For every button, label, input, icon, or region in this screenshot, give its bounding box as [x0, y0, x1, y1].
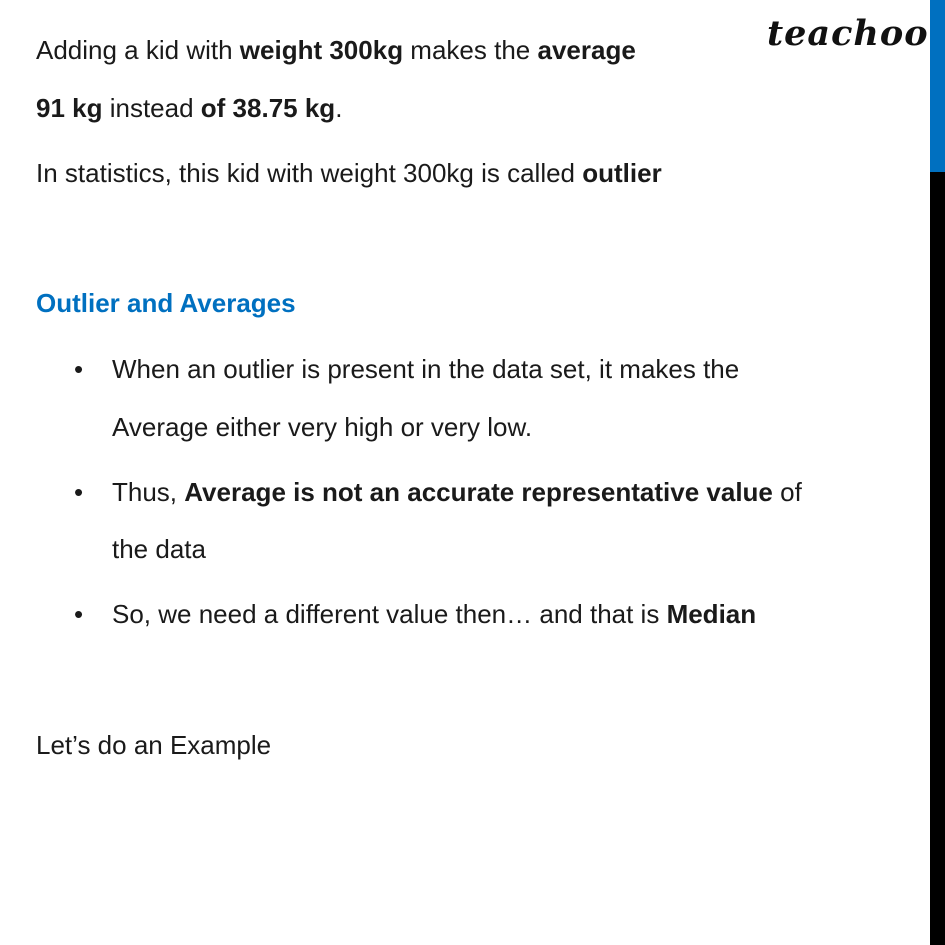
bullet-bold-text: Median	[666, 599, 757, 629]
intro-line-2	[36, 92, 342, 124]
example-prompt: Let’s do an Example	[36, 730, 272, 760]
intro-text: Adding a kid with	[36, 35, 240, 65]
bullet-text-line: the data	[112, 534, 206, 564]
intro-line-3	[36, 157, 662, 189]
bullet-icon: •	[74, 354, 84, 384]
intro-bold-text: weight 300kg	[239, 35, 404, 65]
section-heading: Outlier and Averages	[36, 288, 296, 318]
intro-text: .	[335, 93, 343, 123]
teachoo-logo: teachoo	[767, 13, 929, 54]
intro-bold-text: average	[537, 35, 636, 65]
right-sidebar	[930, 0, 945, 945]
intro-text: instead	[102, 93, 201, 123]
intro-bold-text: 91 kg	[36, 93, 103, 123]
intro-bold-text: of 38.75 kg	[200, 93, 336, 123]
intro-bold-text: outlier	[582, 158, 662, 188]
intro-line-1	[36, 34, 636, 66]
bullet-icon: •	[74, 477, 84, 507]
intro-text: makes the	[403, 35, 538, 65]
bullet-icon: •	[74, 599, 84, 629]
bullet-text-line: Average either very high or very low.	[112, 412, 533, 442]
bullet-text: Thus,	[112, 477, 185, 507]
sidebar-accent-bar	[930, 0, 945, 172]
bullet-text-line	[112, 476, 802, 508]
intro-text: In statistics, this kid with weight 300kg is called	[36, 158, 583, 188]
bullet-text-line	[112, 598, 756, 630]
bullet-bold-text: Average is not an accurate representative value	[184, 477, 773, 507]
bullet-text: of	[772, 477, 802, 507]
bullet-text: So, we need a different value then… and that is	[112, 599, 667, 629]
bullet-text-line: When an outlier is present in the data set, it makes the	[112, 354, 740, 384]
